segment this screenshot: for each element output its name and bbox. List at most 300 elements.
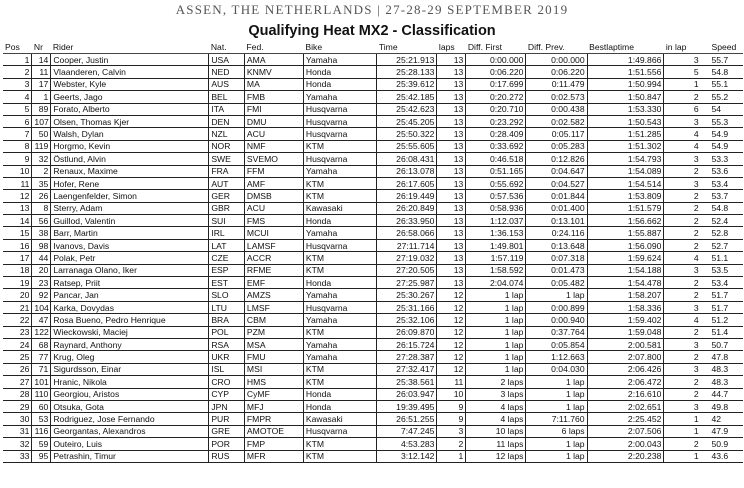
bestlaptime-cell: 1:53.809: [587, 190, 664, 202]
rider-cell: Petrashin, Timur: [51, 450, 209, 462]
spacer-cell: [701, 438, 710, 450]
time-cell: 25:50.322: [377, 128, 437, 140]
bike-cell: Husqvarna: [303, 425, 376, 437]
nat-cell: EST: [209, 277, 245, 289]
table-row: [3, 128, 743, 140]
pos-cell: 8: [3, 140, 32, 152]
laps-cell: 1: [437, 450, 466, 462]
diff-prev-cell: 1 lap: [526, 400, 587, 412]
fed-cell: MFJ: [244, 400, 303, 412]
table-row: [3, 252, 743, 264]
number-cell: 11: [32, 66, 51, 78]
bike-cell: Honda: [303, 400, 376, 412]
spacer-cell: [701, 190, 710, 202]
speed-cell: 54.9: [709, 140, 743, 152]
laps-cell: 13: [437, 177, 466, 189]
table-row: [3, 301, 743, 313]
spacer-cell: [701, 115, 710, 127]
pos-cell: 21: [3, 301, 32, 313]
bike-cell: Kawasaki: [303, 202, 376, 214]
spacer-cell: [701, 91, 710, 103]
diff-first-cell: 1:57.119: [466, 252, 526, 264]
diff-prev-cell: 0:12.826: [526, 153, 587, 165]
diff-prev-cell: 0:00.000: [526, 54, 587, 66]
diff-first-cell: 11 laps: [466, 438, 526, 450]
number-cell: 107: [32, 115, 51, 127]
rider-cell: Renaux, Maxime: [51, 165, 209, 177]
table-row: [3, 165, 743, 177]
rider-cell: Otsuka, Gota: [51, 400, 209, 412]
bestlaptime-cell: 2:00.581: [587, 338, 664, 350]
diff-first-cell: 0:58.936: [466, 202, 526, 214]
diff-prev-cell: 0:00.899: [526, 301, 587, 313]
time-cell: 27:32.417: [377, 363, 437, 375]
bestlaptime-cell: 1:50.543: [587, 115, 664, 127]
bike-cell: KTM: [303, 177, 376, 189]
spacer-cell: [701, 239, 710, 251]
table-row: [3, 140, 743, 152]
bestlaptime-cell: 1:50.994: [587, 78, 664, 90]
time-cell: 26:58.066: [377, 227, 437, 239]
bike-cell: Honda: [303, 215, 376, 227]
laps-cell: 13: [437, 165, 466, 177]
diff-first-cell: 0:51.165: [466, 165, 526, 177]
rider-cell: Laengenfelder, Simon: [51, 190, 209, 202]
time-cell: 25:32.106: [377, 314, 437, 326]
classification-table: [3, 41, 743, 463]
laps-cell: 12: [437, 314, 466, 326]
in-lap-cell: 3: [664, 363, 701, 375]
laps-cell: 13: [437, 115, 466, 127]
table-row: [3, 363, 743, 375]
rider-cell: Guillod, Valentin: [51, 215, 209, 227]
fed-cell: MFR: [244, 450, 303, 462]
table-row: [3, 215, 743, 227]
column-header-nat: Nat.: [209, 41, 245, 54]
nat-cell: NZL: [209, 128, 245, 140]
in-lap-cell: 2: [664, 165, 701, 177]
nat-cell: CRO: [209, 376, 245, 388]
speed-cell: 49.8: [709, 400, 743, 412]
diff-prev-cell: 0:00.940: [526, 314, 587, 326]
diff-first-cell: 0:23.292: [466, 115, 526, 127]
rider-cell: Olsen, Thomas Kjer: [51, 115, 209, 127]
laps-cell: 13: [437, 215, 466, 227]
number-cell: 77: [32, 351, 51, 363]
in-lap-cell: 5: [664, 66, 701, 78]
bestlaptime-cell: 2:07.506: [587, 425, 664, 437]
time-cell: 27:20.505: [377, 264, 437, 276]
table-row: [3, 66, 743, 78]
speed-cell: 52.4: [709, 215, 743, 227]
nat-cell: ITA: [209, 103, 245, 115]
fed-cell: KNMV: [244, 66, 303, 78]
diff-first-cell: 1 lap: [466, 326, 526, 338]
pos-cell: 15: [3, 227, 32, 239]
pos-cell: 2: [3, 66, 32, 78]
fed-cell: MCUI: [244, 227, 303, 239]
laps-cell: 12: [437, 289, 466, 301]
speed-cell: 53.3: [709, 153, 743, 165]
bestlaptime-cell: 1:51.302: [587, 140, 664, 152]
fed-cell: RFME: [244, 264, 303, 276]
time-cell: 26:09.870: [377, 326, 437, 338]
laps-cell: 13: [437, 239, 466, 251]
rider-cell: Georgiou, Aristos: [51, 388, 209, 400]
pos-cell: 6: [3, 115, 32, 127]
pos-cell: 3: [3, 78, 32, 90]
in-lap-cell: 2: [664, 376, 701, 388]
spacer-cell: [701, 264, 710, 276]
rider-cell: Sigurdsson, Einar: [51, 363, 209, 375]
table-row: [3, 413, 743, 425]
table-row: [3, 450, 743, 462]
speed-cell: 54: [709, 103, 743, 115]
number-cell: 68: [32, 338, 51, 350]
bike-cell: Yamaha: [303, 314, 376, 326]
laps-cell: 13: [437, 78, 466, 90]
rider-cell: Geerts, Jago: [51, 91, 209, 103]
pos-cell: 1: [3, 54, 32, 66]
diff-first-cell: 1 lap: [466, 289, 526, 301]
pos-cell: 26: [3, 363, 32, 375]
diff-first-cell: 0:20.272: [466, 91, 526, 103]
nat-cell: LTU: [209, 301, 245, 313]
rider-cell: Ratsep, Priit: [51, 277, 209, 289]
spacer-cell: [701, 400, 710, 412]
bestlaptime-cell: 1:56.662: [587, 215, 664, 227]
diff-first-cell: 1 lap: [466, 363, 526, 375]
number-cell: 101: [32, 376, 51, 388]
in-lap-cell: 1: [664, 78, 701, 90]
bestlaptime-cell: 1:54.514: [587, 177, 664, 189]
diff-first-cell: 0:57.536: [466, 190, 526, 202]
nat-cell: BEL: [209, 91, 245, 103]
in-lap-cell: 2: [664, 326, 701, 338]
in-lap-cell: 2: [664, 215, 701, 227]
laps-cell: 13: [437, 264, 466, 276]
number-cell: 23: [32, 277, 51, 289]
rider-cell: Ivanovs, Davis: [51, 239, 209, 251]
speed-cell: 55.7: [709, 54, 743, 66]
diff-prev-cell: 1:12.663: [526, 351, 587, 363]
bestlaptime-cell: 1:53.330: [587, 103, 664, 115]
pos-cell: 20: [3, 289, 32, 301]
rider-cell: Hranic, Nikola: [51, 376, 209, 388]
diff-first-cell: 1 lap: [466, 351, 526, 363]
bestlaptime-cell: 1:51.579: [587, 202, 664, 214]
time-cell: 26:20.849: [377, 202, 437, 214]
pos-cell: 10: [3, 165, 32, 177]
fed-cell: NMF: [244, 140, 303, 152]
diff-prev-cell: 0:05.283: [526, 140, 587, 152]
table-row: [3, 202, 743, 214]
rider-cell: Forato, Alberto: [51, 103, 209, 115]
pos-cell: 27: [3, 376, 32, 388]
in-lap-cell: 2: [664, 227, 701, 239]
rider-cell: Larranaga Olano, Iker: [51, 264, 209, 276]
table-header-row: [3, 41, 743, 54]
fed-cell: DMSB: [244, 190, 303, 202]
spacer-cell: [701, 215, 710, 227]
in-lap-cell: 2: [664, 91, 701, 103]
speed-cell: 47.8: [709, 351, 743, 363]
column-header-spacer: [701, 41, 710, 54]
diff-prev-cell: 0:00.438: [526, 103, 587, 115]
bike-cell: Husqvarna: [303, 301, 376, 313]
speed-cell: 54.9: [709, 128, 743, 140]
bestlaptime-cell: 1:51.285: [587, 128, 664, 140]
pos-cell: 33: [3, 450, 32, 462]
spacer-cell: [701, 363, 710, 375]
diff-prev-cell: 0:04.527: [526, 177, 587, 189]
time-cell: 25:42.623: [377, 103, 437, 115]
bike-cell: Kawasaki: [303, 413, 376, 425]
diff-first-cell: 2:04.074: [466, 277, 526, 289]
diff-prev-cell: 0:02.573: [526, 91, 587, 103]
nat-cell: PUR: [209, 413, 245, 425]
speed-cell: 48.3: [709, 376, 743, 388]
in-lap-cell: 2: [664, 438, 701, 450]
in-lap-cell: 3: [664, 264, 701, 276]
diff-prev-cell: 0:07.318: [526, 252, 587, 264]
fed-cell: MSI: [244, 363, 303, 375]
laps-cell: 13: [437, 153, 466, 165]
fed-cell: FMP: [244, 438, 303, 450]
laps-cell: 12: [437, 363, 466, 375]
diff-prev-cell: 1 lap: [526, 376, 587, 388]
speed-cell: 43.6: [709, 450, 743, 462]
diff-prev-cell: 0:13.648: [526, 239, 587, 251]
number-cell: 35: [32, 177, 51, 189]
fed-cell: FFM: [244, 165, 303, 177]
laps-cell: 13: [437, 190, 466, 202]
rider-cell: Vlaanderen, Calvin: [51, 66, 209, 78]
column-header-pos: Pos: [3, 41, 32, 54]
nat-cell: CYP: [209, 388, 245, 400]
table-row: [3, 277, 743, 289]
spacer-cell: [701, 289, 710, 301]
table-row: [3, 190, 743, 202]
speed-cell: 52.8: [709, 227, 743, 239]
fed-cell: FMB: [244, 91, 303, 103]
page-title: Qualifying Heat MX2 - Classification: [248, 23, 496, 39]
bestlaptime-cell: 2:06.426: [587, 363, 664, 375]
table-row: [3, 103, 743, 115]
time-cell: 26:51.255: [377, 413, 437, 425]
table-row: [3, 314, 743, 326]
laps-cell: 13: [437, 128, 466, 140]
laps-cell: 13: [437, 227, 466, 239]
bike-cell: Yamaha: [303, 289, 376, 301]
pos-cell: 12: [3, 190, 32, 202]
pos-cell: 28: [3, 388, 32, 400]
diff-prev-cell: 0:04.030: [526, 363, 587, 375]
pos-cell: 14: [3, 215, 32, 227]
number-cell: 26: [32, 190, 51, 202]
number-cell: 47: [32, 314, 51, 326]
time-cell: 25:30.267: [377, 289, 437, 301]
laps-cell: 3: [437, 425, 466, 437]
in-lap-cell: 3: [664, 400, 701, 412]
laps-cell: 13: [437, 66, 466, 78]
table-row: [3, 153, 743, 165]
bestlaptime-cell: 2:06.472: [587, 376, 664, 388]
bike-cell: Husqvarna: [303, 115, 376, 127]
diff-first-cell: 1:49.801: [466, 239, 526, 251]
laps-cell: 13: [437, 91, 466, 103]
time-cell: 26:03.947: [377, 388, 437, 400]
spacer-cell: [701, 103, 710, 115]
spacer-cell: [701, 153, 710, 165]
fed-cell: ACCR: [244, 252, 303, 264]
spacer-cell: [701, 66, 710, 78]
nat-cell: CZE: [209, 252, 245, 264]
fed-cell: AMF: [244, 177, 303, 189]
diff-first-cell: 3 laps: [466, 388, 526, 400]
nat-cell: IRL: [209, 227, 245, 239]
diff-prev-cell: 0:01.473: [526, 264, 587, 276]
bestlaptime-cell: 1:59.048: [587, 326, 664, 338]
time-cell: 25:28.133: [377, 66, 437, 78]
in-lap-cell: 1: [664, 413, 701, 425]
bike-cell: Husqvarna: [303, 103, 376, 115]
in-lap-cell: 4: [664, 128, 701, 140]
rider-cell: Rosa Bueno, Pedro Henrique: [51, 314, 209, 326]
table-row: [3, 54, 743, 66]
nat-cell: GRE: [209, 425, 245, 437]
bestlaptime-cell: 1:50.847: [587, 91, 664, 103]
nat-cell: NOR: [209, 140, 245, 152]
number-cell: 14: [32, 54, 51, 66]
diff-first-cell: 1:36.153: [466, 227, 526, 239]
diff-first-cell: 4 laps: [466, 400, 526, 412]
diff-first-cell: 12 laps: [466, 450, 526, 462]
fed-cell: FMU: [244, 351, 303, 363]
diff-prev-cell: 0:01.400: [526, 202, 587, 214]
bike-cell: KTM: [303, 363, 376, 375]
in-lap-cell: 6: [664, 103, 701, 115]
time-cell: 25:21.913: [377, 54, 437, 66]
in-lap-cell: 2: [664, 239, 701, 251]
in-lap-cell: 3: [664, 177, 701, 189]
laps-cell: 11: [437, 376, 466, 388]
laps-cell: 13: [437, 54, 466, 66]
bestlaptime-cell: 1:54.089: [587, 165, 664, 177]
number-cell: 32: [32, 153, 51, 165]
bike-cell: Yamaha: [303, 227, 376, 239]
time-cell: 25:39.612: [377, 78, 437, 90]
event-subtitle: ASSEN, THE NETHERLANDS | 27-28-29 SEPTEMBER 2019: [175, 2, 569, 17]
time-cell: 26:13.078: [377, 165, 437, 177]
bike-cell: Honda: [303, 66, 376, 78]
number-cell: 95: [32, 450, 51, 462]
laps-cell: 13: [437, 202, 466, 214]
nat-cell: UKR: [209, 351, 245, 363]
pos-cell: 31: [3, 425, 32, 437]
speed-cell: 51.7: [709, 289, 743, 301]
rider-cell: Cooper, Justin: [51, 54, 209, 66]
diff-first-cell: 1 lap: [466, 301, 526, 313]
column-header-bike: Bike: [303, 41, 376, 54]
spacer-cell: [701, 338, 710, 350]
spacer-cell: [701, 177, 710, 189]
fed-cell: EMF: [244, 277, 303, 289]
table-row: [3, 338, 743, 350]
laps-cell: 12: [437, 338, 466, 350]
laps-cell: 12: [437, 301, 466, 313]
table-row: [3, 289, 743, 301]
nat-cell: GBR: [209, 202, 245, 214]
fed-cell: PZM: [244, 326, 303, 338]
pos-cell: 5: [3, 103, 32, 115]
time-cell: 4:53.283: [377, 438, 437, 450]
nat-cell: FRA: [209, 165, 245, 177]
diff-first-cell: 0:00.000: [466, 54, 526, 66]
number-cell: 59: [32, 438, 51, 450]
bestlaptime-cell: 1:51.556: [587, 66, 664, 78]
time-cell: 27:19.032: [377, 252, 437, 264]
diff-prev-cell: 0:02.582: [526, 115, 587, 127]
rider-cell: Sterry, Adam: [51, 202, 209, 214]
number-cell: 20: [32, 264, 51, 276]
time-cell: 25:55.605: [377, 140, 437, 152]
nat-cell: JPN: [209, 400, 245, 412]
table-row: [3, 438, 743, 450]
in-lap-cell: 4: [664, 252, 701, 264]
diff-first-cell: 1:12.037: [466, 215, 526, 227]
fed-cell: CBM: [244, 314, 303, 326]
diff-prev-cell: 0:05.854: [526, 338, 587, 350]
time-cell: 26:33.950: [377, 215, 437, 227]
bike-cell: Yamaha: [303, 338, 376, 350]
diff-prev-cell: 0:06.220: [526, 66, 587, 78]
bestlaptime-cell: 1:54.793: [587, 153, 664, 165]
rider-cell: Östlund, Alvin: [51, 153, 209, 165]
pos-cell: 30: [3, 413, 32, 425]
in-lap-cell: 4: [664, 314, 701, 326]
pos-cell: 24: [3, 338, 32, 350]
laps-cell: 9: [437, 413, 466, 425]
diff-first-cell: 1 lap: [466, 314, 526, 326]
diff-first-cell: 0:55.692: [466, 177, 526, 189]
spacer-cell: [701, 314, 710, 326]
in-lap-cell: 3: [664, 153, 701, 165]
bike-cell: Yamaha: [303, 351, 376, 363]
bestlaptime-cell: 1:59.624: [587, 252, 664, 264]
time-cell: 27:11.714: [377, 239, 437, 251]
time-cell: 25:42.185: [377, 91, 437, 103]
diff-prev-cell: 6 laps: [526, 425, 587, 437]
spacer-cell: [701, 140, 710, 152]
fed-cell: AMOTOE: [244, 425, 303, 437]
fed-cell: ACU: [244, 128, 303, 140]
rider-cell: Georgantas, Alexandros: [51, 425, 209, 437]
time-cell: 26:19.449: [377, 190, 437, 202]
speed-cell: 54.8: [709, 66, 743, 78]
diff-prev-cell: 1 lap: [526, 438, 587, 450]
column-header-diff-first: Diff. First: [466, 41, 526, 54]
speed-cell: 53.4: [709, 177, 743, 189]
bestlaptime-cell: 2:16.610: [587, 388, 664, 400]
diff-first-cell: 0:06.220: [466, 66, 526, 78]
laps-cell: 13: [437, 252, 466, 264]
time-cell: 19:39.495: [377, 400, 437, 412]
nat-cell: LAT: [209, 239, 245, 251]
speed-cell: 55.1: [709, 78, 743, 90]
fed-cell: FMI: [244, 103, 303, 115]
number-cell: 110: [32, 388, 51, 400]
